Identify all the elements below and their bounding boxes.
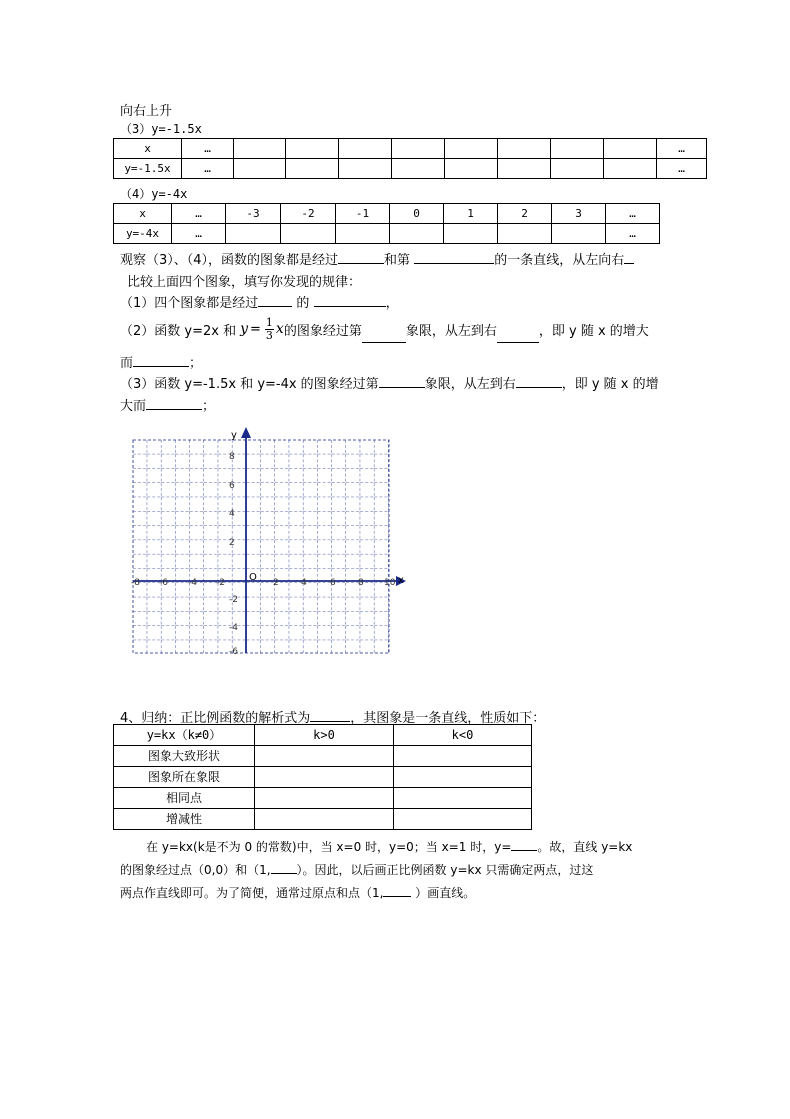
grid-lines <box>133 440 389 653</box>
table4-cell: -2 <box>281 204 336 224</box>
table4-cell <box>552 224 606 244</box>
x-tick-label: 2 <box>273 578 279 588</box>
table4-cell: … <box>606 224 660 244</box>
x-tick-label: -2 <box>216 578 225 588</box>
rule3-text-4: 大而 <box>120 399 147 414</box>
table3-row-label: y=-1.5x <box>114 159 182 179</box>
table3-cell <box>445 159 498 179</box>
closing-text: 在 y=kx(k是不为 0 的常数)中，当 x=0 时，y=0；当 x=1 时，y= <box>146 840 512 854</box>
blank-field[interactable] <box>314 292 386 307</box>
row-label: 增减性 <box>114 809 255 830</box>
x-tick-label: 8 <box>358 578 364 588</box>
table3-row-y <box>114 159 707 179</box>
rule2-line-2 <box>120 352 202 371</box>
blank-field[interactable] <box>624 249 634 264</box>
table-y-neg4x <box>113 203 660 244</box>
summary-text-2: ，其图象是一条直线，性质如下： <box>350 711 546 726</box>
y-tick-label: -6 <box>229 647 238 655</box>
math-y: y <box>240 321 249 337</box>
closing-text: 两点作直线即可。为了简便，通常过原点和点（1, <box>120 886 384 900</box>
table4-cell: -3 <box>226 204 281 224</box>
section-heading: 向右上升 <box>120 104 173 119</box>
table3-cell <box>551 139 604 159</box>
table3-cell <box>604 139 657 159</box>
row-label: 图象大致形状 <box>114 746 255 767</box>
table4-cell: 1 <box>444 204 498 224</box>
table3-cell <box>498 159 551 179</box>
header-cell: y=kx（k≠0） <box>114 725 255 746</box>
math-equals: = <box>250 321 261 337</box>
rule3-line <box>120 373 659 392</box>
y-tick-label: 2 <box>229 538 235 548</box>
closing-line-3 <box>120 882 475 901</box>
y-tick-label: -2 <box>229 595 238 605</box>
table3-cell: … <box>182 159 234 179</box>
table3-cell: … <box>657 159 707 179</box>
blank-field[interactable] <box>383 882 411 897</box>
table4-cell <box>336 224 390 244</box>
table4-row-x <box>114 204 660 224</box>
answer-cell[interactable] <box>394 788 532 809</box>
rule2-text-3: 象限，从左到右 <box>405 323 497 339</box>
rule3-text-3: ，即 y 随 x 的增 <box>561 377 659 392</box>
y-axis-label: y <box>231 430 237 441</box>
closing-text: 的图象经过点（0,0）和（1, <box>120 863 271 877</box>
table4-title: （4）y=-4x <box>120 187 188 201</box>
blank-field[interactable] <box>362 328 406 343</box>
row-label: 图象所在象限 <box>114 767 255 788</box>
row-label: 相同点 <box>114 788 255 809</box>
blank-field[interactable] <box>271 859 297 874</box>
rule1-text-1: （1）四个图象都是经过 <box>120 296 259 311</box>
table3-cell <box>339 139 392 159</box>
table3-cell: … <box>182 139 234 159</box>
table4-row-y <box>114 224 660 244</box>
fraction-denominator: 3 <box>265 328 273 342</box>
rule3-text-2: 象限，从左到右 <box>424 377 516 392</box>
x-tick-label: 10 <box>384 578 396 588</box>
table4-cell: … <box>606 204 660 224</box>
blank-field[interactable] <box>338 249 384 264</box>
rule2-text-5: 而 <box>120 356 134 371</box>
coordinate-grid <box>128 425 410 655</box>
y-tick-label: 4 <box>229 509 235 519</box>
answer-cell[interactable] <box>255 767 394 788</box>
answer-cell[interactable] <box>394 746 532 767</box>
table3-row-x <box>114 139 707 159</box>
table3-cell <box>286 159 339 179</box>
properties-row <box>114 809 532 830</box>
table4-cell: … <box>172 204 226 224</box>
blank-field[interactable] <box>258 292 292 307</box>
x-tick-label: -4 <box>188 578 197 588</box>
answer-cell[interactable] <box>255 788 394 809</box>
table4-cell: 2 <box>498 204 552 224</box>
blank-field[interactable] <box>146 395 202 410</box>
closing-line-1 <box>146 836 632 855</box>
answer-cell[interactable] <box>394 809 532 830</box>
table4-cell <box>226 224 281 244</box>
table3-cell <box>286 139 339 159</box>
rule1-text-3: ， <box>385 296 399 311</box>
rule2-text-4: ，即 y 随 x 的增大 <box>538 323 649 339</box>
observe-text-1: 观察（3）、（4），函数的图象都是经过 <box>120 253 339 268</box>
rule2-text-2: 的图象经过第 <box>283 323 362 339</box>
observe-text-3: 的一条直线，从左向右 <box>494 253 625 268</box>
blank-field[interactable] <box>310 707 350 722</box>
header-cell: k>0 <box>255 725 394 746</box>
fraction-numerator: 1 <box>265 315 273 329</box>
table4-cell: 0 <box>390 204 444 224</box>
blank-field[interactable] <box>379 373 425 388</box>
table4-row-label: x <box>114 204 172 224</box>
properties-row <box>114 788 532 809</box>
table3-cell <box>604 159 657 179</box>
rule2-line <box>120 312 649 346</box>
blank-field[interactable] <box>414 249 494 264</box>
blank-field[interactable] <box>497 328 539 343</box>
y-tick-label: 6 <box>229 481 235 491</box>
rule3-line-2 <box>120 395 215 414</box>
table4-cell <box>444 224 498 244</box>
table3-cell: … <box>657 139 707 159</box>
header-cell: k<0 <box>394 725 532 746</box>
origin-label: O <box>249 572 257 583</box>
observe-line <box>120 249 634 268</box>
properties-table <box>113 724 532 830</box>
answer-cell[interactable] <box>255 809 394 830</box>
y-tick-label: 8 <box>229 452 235 462</box>
properties-header-row <box>114 725 532 746</box>
table3-row-label: x <box>114 139 182 159</box>
answer-cell[interactable] <box>394 767 532 788</box>
table4-cell: … <box>172 224 226 244</box>
table3-cell <box>234 139 286 159</box>
table4-cell: 3 <box>552 204 606 224</box>
rule1-text-2: 的 <box>296 296 310 311</box>
closing-line-2 <box>120 859 593 878</box>
table4-cell: -1 <box>336 204 390 224</box>
rule3-text-5: ； <box>202 399 216 414</box>
table3-cell <box>445 139 498 159</box>
fraction-one-third <box>265 317 274 342</box>
table4-row-label: y=-4x <box>114 224 172 244</box>
table4-cell <box>390 224 444 244</box>
closing-text: 。故，直线 y=kx <box>537 840 633 854</box>
summary-text-1: 4、归纳：正比例函数的解析式为 <box>120 711 311 726</box>
rule2-text-6: ； <box>189 356 203 371</box>
math-x: x <box>275 321 284 337</box>
compare-line: 比较上面四个图象，填写你发现的规律： <box>127 275 362 290</box>
blank-field[interactable] <box>511 836 537 851</box>
table3-cell <box>498 139 551 159</box>
x-tick-label: -8 <box>131 578 140 588</box>
answer-cell[interactable] <box>255 746 394 767</box>
x-tick-label: 4 <box>301 578 307 588</box>
x-tick-label: -6 <box>159 578 168 588</box>
blank-field[interactable] <box>516 373 562 388</box>
properties-row <box>114 746 532 767</box>
y-tick-label: -4 <box>229 623 238 633</box>
rule2-text-1: （2）函数 y=2x 和 <box>120 323 237 339</box>
x-axis-label: x <box>398 575 404 586</box>
table3-cell <box>339 159 392 179</box>
table4-cell <box>281 224 336 244</box>
observe-text-2: 和第 <box>384 253 411 268</box>
closing-text: ）。因此，以后画正比例函数 y=kx 只需确定两点，过这 <box>296 863 594 877</box>
properties-row <box>114 767 532 788</box>
blank-field[interactable] <box>133 352 189 367</box>
table3-cell <box>551 159 604 179</box>
rule1-line <box>120 292 399 311</box>
x-tick-label: 6 <box>330 578 336 588</box>
closing-text: ）画直线。 <box>415 886 476 900</box>
table4-cell <box>498 224 552 244</box>
table-y-neg1-5x <box>113 138 707 179</box>
y-axis-arrow-icon <box>241 427 251 438</box>
rule3-text-1: （3）函数 y=-1.5x 和 y=-4x 的图象经过第 <box>120 377 379 392</box>
table3-title: （3）y=-1.5x <box>120 122 202 136</box>
table3-cell <box>234 159 286 179</box>
table3-cell <box>392 159 445 179</box>
table3-cell <box>392 139 445 159</box>
